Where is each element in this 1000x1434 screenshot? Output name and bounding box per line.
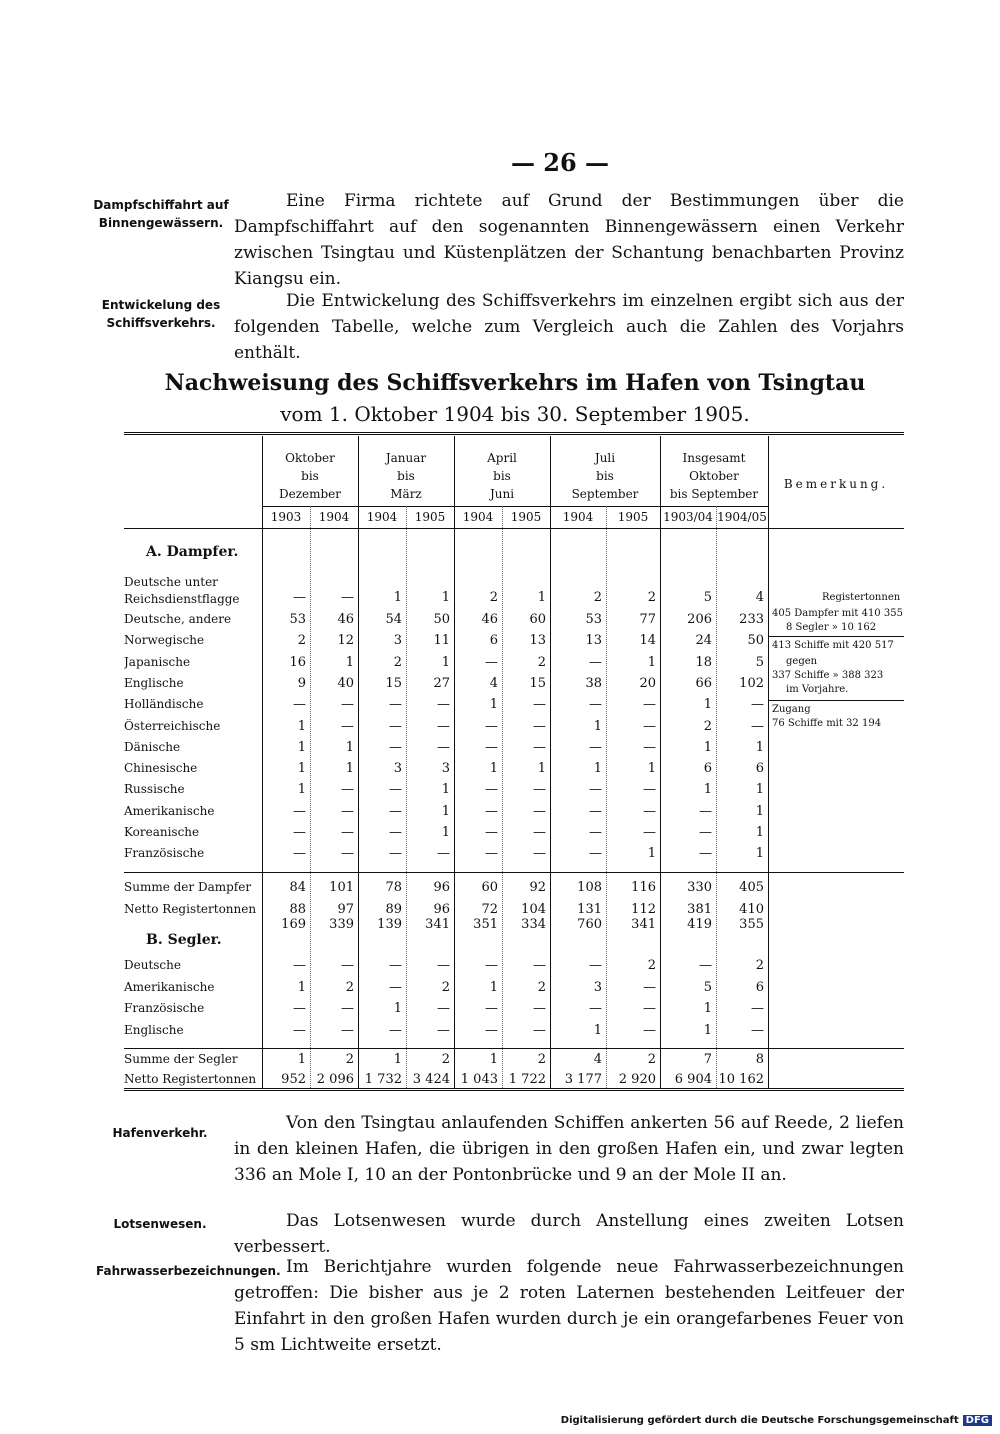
ship-traffic-table	[124, 432, 904, 1090]
remark-line: 405 Dampfer mit 410 355	[772, 608, 903, 619]
steamer-row-value: —	[341, 846, 354, 862]
column-period-header: März	[390, 487, 422, 501]
steamer-row-value: —	[589, 782, 602, 798]
netto-steamers-value: 112 341	[631, 902, 656, 932]
sum-steamers-value: 84	[289, 880, 306, 895]
page-number: — 26 —	[510, 148, 610, 177]
sum-sailers-value: 1	[393, 1052, 402, 1067]
steamer-row-value: 1	[441, 803, 450, 819]
steamer-row-value: 12	[337, 633, 354, 649]
sum-steamers-value: 101	[329, 880, 354, 895]
column-year-header: 1905	[617, 510, 649, 524]
steamer-row-value: —	[341, 697, 354, 713]
paragraph-entwickelung: Die Entwickelung des Schiffsverkehrs im einzelnen ergibt sich aus der folgenden Tabelle, welche zum Vergleich auch die Zahlen des Vorjahrs enthält.	[234, 291, 904, 363]
steamer-row-value: —	[437, 846, 450, 862]
table-sum-rule-b	[124, 1048, 904, 1049]
steamer-row-value: —	[341, 803, 354, 819]
steamer-row-value: 1	[647, 846, 656, 862]
sailer-row-value: —	[389, 1022, 402, 1038]
sailer-row-value: 1	[703, 1022, 712, 1038]
netto-steamers-value: 381 419	[687, 902, 712, 932]
steamer-row-value: —	[533, 825, 546, 840]
steamer-row-value: 50	[747, 633, 764, 649]
sailer-row-value: 2	[345, 979, 354, 995]
steamer-row-value: —	[699, 825, 712, 840]
column-year-header: 1905	[414, 510, 446, 524]
row-reichsdienstflagge-value: 5	[703, 590, 712, 605]
steamer-row-value: 66	[695, 675, 712, 691]
sailer-row-value: 1	[593, 1022, 602, 1038]
sailer-row-value: —	[643, 1001, 656, 1016]
steamer-row-value: —	[643, 739, 656, 755]
netto-sailers-label: Netto Registertonnen	[124, 1072, 256, 1086]
steamer-row-value: —	[341, 782, 354, 798]
sum-sailers-label: Summe der Segler	[124, 1052, 238, 1066]
steamer-row-value: 60	[529, 612, 546, 627]
steamer-row-value: 1	[345, 761, 354, 777]
sailer-row-value: —	[293, 958, 306, 973]
column-period-header: Juli	[594, 451, 616, 465]
steamer-row-value: 40	[337, 675, 354, 691]
sailer-row-value: 6	[755, 979, 764, 995]
steamer-row-value: —	[533, 697, 546, 713]
steamer-row-value: 1	[345, 654, 354, 670]
steamer-row-value: —	[293, 697, 306, 713]
sailer-row-value: 2	[441, 979, 450, 995]
steamer-row-value: —	[389, 697, 402, 713]
steamer-row-value: 2	[297, 633, 306, 649]
side-note-entwickelung: Entwickelung des Schiffsverkehrs.	[101, 298, 221, 330]
steamer-row-value: 20	[639, 675, 656, 691]
steamer-row-value: 1	[593, 718, 602, 734]
row-reichsdienstflagge-value: 2	[489, 590, 498, 605]
steamer-row-label: Chinesische	[124, 761, 198, 776]
sum-sailers-value: 7	[703, 1052, 712, 1067]
steamer-row-label: Japanische	[124, 654, 191, 669]
sailer-row-value: —	[293, 1001, 306, 1016]
steamer-row-value: —	[643, 718, 656, 734]
column-period-header: bis	[493, 469, 511, 483]
steamer-row-value: 5	[755, 654, 764, 670]
year-row-rule	[262, 506, 768, 507]
steamer-row-value: 13	[529, 633, 546, 649]
sum-steamers-value: 108	[577, 880, 602, 895]
sum-steamers-value: 78	[385, 880, 402, 895]
side-note-lotsenwesen: Lotsenwesen.	[113, 1217, 207, 1231]
steamer-row-label: Amerikanische	[124, 803, 215, 818]
remark-line: 76 Schiffe mit 32 194	[772, 718, 882, 729]
steamer-row-value: —	[389, 739, 402, 755]
sailer-row-label: Französische	[124, 1001, 205, 1015]
sailer-row-value: 1	[489, 979, 498, 995]
steamer-row-value: —	[589, 654, 602, 670]
column-period-header: Januar	[385, 451, 427, 465]
column-period-header: April	[487, 451, 517, 465]
steamer-row-value: —	[485, 654, 498, 670]
steamer-row-value: —	[485, 718, 498, 734]
netto-steamers-value: 72 351	[473, 902, 498, 932]
dfg-logo: DFG	[963, 1415, 992, 1426]
column-year-header: 1903/04	[663, 510, 713, 524]
sailer-row-value: —	[437, 1001, 450, 1016]
steamer-row-value: 1	[703, 739, 712, 755]
row-reichsdienstflagge-value: —	[341, 590, 354, 605]
steamer-row-value: —	[389, 825, 402, 840]
column-year-header: 1904	[318, 510, 350, 524]
remark-line: 8 Segler » 10 162	[786, 622, 877, 633]
column-period-header: bis	[397, 469, 415, 483]
row-reichsdienstflagge-value: 4	[755, 590, 764, 605]
steamer-row-label: Dänische	[124, 739, 181, 754]
netto-sailers-value: 2 920	[618, 1072, 656, 1087]
sailer-row-value: —	[437, 1022, 450, 1038]
netto-sailers-value: 1 043	[460, 1072, 498, 1087]
steamer-row-value: 1	[755, 846, 764, 862]
paragraph-dampfschiffahrt: Eine Firma richtete auf Grund der Bestimmungen über die Dampfschiffahrt auf den sogenannten Binnengewässern einen Verkehr zwischen Tsingtau und Küstenplätzen der Schantung benachbarten Provinz Kiangsu ein.	[234, 191, 904, 289]
sailer-row-value: —	[533, 1001, 546, 1016]
column-period-header: Oktober	[689, 469, 739, 483]
netto-sailers-value: 1 732	[364, 1072, 402, 1087]
side-note-dampfschiffahrt: Dampfschiffahrt auf Binnengewässern.	[93, 198, 229, 230]
steamer-row-value: 102	[739, 675, 764, 691]
steamer-row-value: 1	[297, 718, 306, 734]
column-period-header: Dezember	[278, 487, 342, 501]
sailer-row-value: —	[485, 958, 498, 973]
sum-steamers-value: 116	[631, 880, 656, 895]
sailer-row-value: —	[485, 1022, 498, 1038]
steamer-row-value: 15	[385, 675, 402, 691]
steamer-row-value: 1	[441, 654, 450, 670]
steamer-row-value: —	[589, 803, 602, 819]
steamer-row-value: 1	[647, 654, 656, 670]
table-top-rule	[124, 432, 904, 435]
sailer-row-label: Deutsche	[124, 958, 181, 972]
sailer-row-value: —	[533, 958, 546, 973]
steamer-row-value: 1	[489, 697, 498, 713]
sailer-row-value: —	[699, 958, 712, 973]
column-period-header: bis	[301, 469, 319, 483]
netto-sailers-value: 3 424	[412, 1072, 450, 1087]
footer-text: Digitalisierung gefördert durch die Deutsche Forschungsgemeinschaft	[560, 1415, 959, 1426]
sum-sailers-value: 8	[755, 1052, 764, 1067]
sailer-row-value: —	[751, 1001, 764, 1016]
steamer-row-value: —	[341, 718, 354, 734]
steamer-row-label: Koreanische	[124, 825, 200, 839]
steamer-row-value: 2	[537, 654, 546, 670]
steamer-row-value: 4	[489, 675, 498, 691]
steamer-row-value: 6	[703, 761, 712, 777]
steamer-row-value: —	[643, 697, 656, 713]
steamer-row-value: 1	[755, 803, 764, 819]
steamer-row-label: Französische	[124, 846, 205, 861]
steamer-row-value: 1	[537, 761, 546, 777]
sailer-row-value: —	[533, 1022, 546, 1038]
steamer-row-value: 38	[585, 675, 602, 691]
column-period-header: Juni	[489, 487, 515, 501]
steamer-row-value: —	[533, 846, 546, 862]
steamer-row-label: Russische	[124, 782, 185, 797]
sailer-row-value: —	[389, 958, 402, 973]
steamer-row-value: 54	[385, 612, 402, 627]
steamer-row-value: 15	[529, 675, 546, 691]
steamer-row-value: 1	[703, 782, 712, 798]
sum-sailers-value: 2	[441, 1052, 450, 1067]
sailer-row-value: 1	[703, 1001, 712, 1016]
column-year-header: 1904	[562, 510, 594, 524]
steamer-row-value: 14	[639, 633, 656, 649]
paragraph-hafenverkehr: Von den Tsingtau anlaufenden Schiffen ankerten 56 auf Reede, 2 liefen in den kleinen Hafen, die übrigen in den großen Hafen ein, und zwar legten 336 an Mole I, 10 an der Pontonbrücke und 9 an der Mole II an.	[234, 1113, 904, 1185]
steamer-row-value: —	[589, 697, 602, 713]
sailer-row-value: —	[751, 1022, 764, 1038]
steamer-row-value: 6	[755, 761, 764, 777]
table-title: Nachweisung des Schiffsverkehrs im Hafen von Tsingtau	[164, 370, 866, 396]
netto-steamers-label: Netto Registertonnen	[124, 902, 256, 916]
steamer-row-value: —	[293, 803, 306, 819]
sailer-row-value: —	[341, 1022, 354, 1038]
netto-sailers-value: 6 904	[674, 1072, 712, 1087]
steamer-row-value: —	[643, 803, 656, 819]
column-period-header: bis	[596, 469, 614, 483]
steamer-row-value: 53	[585, 612, 602, 627]
sum-steamers-value: 330	[687, 880, 712, 895]
remark-line: gegen	[786, 656, 818, 667]
steamer-row-value: —	[485, 846, 498, 862]
remark-line: Registertonnen	[822, 592, 901, 603]
steamer-row-value: 46	[481, 612, 498, 627]
remark-line: Zugang	[772, 704, 811, 715]
steamer-row-value: —	[643, 782, 656, 798]
steamer-row-value: —	[437, 739, 450, 755]
sum-sailers-value: 2	[345, 1052, 354, 1067]
steamer-row-value: 46	[337, 612, 354, 627]
steamer-row-value: 2	[703, 718, 712, 734]
netto-steamers-value: 410 355	[739, 902, 764, 932]
steamer-row-value: 1	[441, 825, 450, 840]
sailer-row-value: 2	[755, 958, 764, 973]
sailer-row-value: —	[643, 1022, 656, 1038]
steamer-row-value: 1	[297, 761, 306, 777]
sum-sailers-value: 2	[537, 1052, 546, 1067]
steamer-row-value: 1	[703, 697, 712, 713]
steamer-row-value: 3	[393, 761, 402, 777]
steamer-row-label: Deutsche, andere	[124, 612, 232, 626]
row-reichsdienstflagge-value: 1	[393, 590, 402, 605]
steamer-row-value: 77	[639, 612, 656, 627]
footer-credit	[561, 1415, 992, 1426]
steamer-row-value: —	[437, 718, 450, 734]
sailer-row-value: 3	[593, 979, 602, 995]
netto-steamers-value: 131 760	[577, 902, 602, 932]
section-a-heading: A. Dampfer.	[146, 544, 239, 560]
sailer-row-value: 2	[537, 979, 546, 995]
side-note-fahrwasser: Fahrwasserbezeichnungen.	[96, 1264, 281, 1278]
column-year-header: 1905	[510, 510, 542, 524]
sailer-row-value: —	[589, 958, 602, 973]
steamer-row-label: Holländische	[124, 697, 204, 712]
steamer-row-value: 27	[433, 675, 450, 691]
netto-steamers-value: 104 334	[521, 902, 546, 932]
steamer-row-value: 1	[593, 761, 602, 777]
steamer-row-value: 1	[755, 782, 764, 798]
netto-steamers-value: 88 169	[281, 902, 306, 932]
netto-sailers-value: 3 177	[564, 1072, 602, 1087]
steamer-row-value: 13	[585, 633, 602, 649]
steamer-row-value: —	[389, 803, 402, 819]
steamer-row-value: 2	[393, 654, 402, 670]
steamer-row-value: —	[485, 782, 498, 798]
steamer-row-value: 24	[695, 633, 712, 649]
row-reichsdienstflagge-value: 2	[593, 590, 602, 605]
sailer-row-value: —	[389, 979, 402, 995]
sailer-row-value: —	[485, 1001, 498, 1016]
steamer-row-value: —	[699, 846, 712, 862]
steamer-row-value: —	[293, 825, 306, 840]
sailer-row-label: Englische	[124, 1022, 184, 1037]
column-year-header: 1904/05	[717, 510, 767, 524]
sum-sailers-value: 2	[647, 1052, 656, 1067]
steamer-row-value: —	[389, 846, 402, 862]
steamer-row-value: —	[643, 825, 656, 840]
steamer-row-value: —	[485, 825, 498, 840]
sailer-row-value: —	[341, 958, 354, 973]
steamer-row-value: —	[699, 803, 712, 819]
column-rule	[768, 436, 769, 1088]
sum-sailers-value: 4	[593, 1052, 602, 1067]
steamer-row-value: 53	[289, 612, 306, 627]
steamer-row-label: Österreichische	[124, 718, 221, 733]
steamer-row-value: —	[533, 718, 546, 734]
column-year-header: 1904	[462, 510, 494, 524]
steamer-row-value: 233	[739, 612, 764, 627]
row-reichsdienstflagge-value: 2	[647, 590, 656, 605]
sum-sailers-value: 1	[297, 1052, 306, 1067]
side-note-hafenverkehr: Hafenverkehr.	[112, 1126, 208, 1140]
netto-sailers-value: 2 096	[316, 1072, 354, 1087]
column-period-header: Oktober	[285, 451, 335, 465]
sailer-row-value: 1	[393, 1001, 402, 1016]
steamer-row-value: 1	[441, 782, 450, 798]
row-reichsdienstflagge-value: 1	[537, 590, 546, 605]
steamer-row-value: —	[589, 846, 602, 862]
remarks-header: Bemerkung.	[783, 477, 889, 491]
sum-sailers-value: 1	[489, 1052, 498, 1067]
steamer-row-value: 3	[441, 761, 450, 777]
column-period-header: September	[571, 487, 639, 501]
sum-steamers-value: 96	[433, 880, 450, 895]
netto-steamers-value: 89 139	[377, 902, 402, 932]
steamer-row-value: 1	[489, 761, 498, 777]
steamer-row-value: —	[485, 739, 498, 755]
column-year-header: 1904	[366, 510, 398, 524]
netto-sailers-value: 10 162	[718, 1072, 764, 1087]
steamer-row-label: Englische	[124, 675, 184, 690]
column-year-header: 1903	[270, 510, 302, 524]
steamer-row-value: 18	[695, 654, 712, 670]
steamer-row-value: —	[589, 739, 602, 755]
sailer-row-label: Amerikanische	[124, 979, 215, 994]
steamer-row-value: 206	[687, 612, 712, 627]
steamer-row-value: 1	[755, 825, 764, 840]
steamer-row-value: —	[533, 782, 546, 798]
column-period-header: Insgesamt	[682, 451, 746, 465]
steamer-row-value: —	[533, 739, 546, 755]
steamer-row-value: 1	[297, 739, 306, 755]
sum-steamers-value: 60	[481, 880, 498, 895]
paragraph-lotsenwesen: Das Lotsenwesen wurde durch Anstellung eines zweiten Lotsen verbessert.	[234, 1211, 904, 1257]
sailer-row-value: —	[643, 979, 656, 995]
steamer-row-value: 9	[297, 675, 306, 691]
steamer-row-value: —	[751, 697, 764, 713]
sum-steamers-value: 92	[529, 880, 546, 895]
sailer-row-value: 2	[647, 958, 656, 973]
steamer-row-value: 50	[433, 612, 450, 627]
steamer-row-value: —	[589, 825, 602, 840]
table-header-rule	[124, 528, 904, 529]
steamer-row-value: 1	[647, 761, 656, 777]
table-bottom-rule	[124, 1088, 904, 1091]
steamer-row-value: —	[389, 782, 402, 798]
steamer-row-value: —	[389, 718, 402, 734]
sailer-row-value: 5	[703, 979, 712, 995]
remark-line: 413 Schiffe mit 420 517	[772, 640, 894, 651]
sum-steamers-value: 405	[739, 880, 764, 895]
section-b-heading: B. Segler.	[146, 932, 222, 948]
row-reichsdienstflagge-label: Deutsche unter Reichsdienstflagge	[124, 575, 240, 606]
sailer-row-value: —	[293, 1022, 306, 1038]
table-subtitle: vom 1. Oktober 1904 bis 30. September 1905.	[280, 402, 750, 426]
sum-steamers-label: Summe der Dampfer	[124, 880, 252, 894]
remark-line: im Vorjahre.	[786, 684, 849, 695]
netto-steamers-value: 96 341	[425, 902, 450, 932]
steamer-row-value: 3	[393, 633, 402, 649]
paragraph-fahrwasser: Im Berichtjahre wurden folgende neue Fahrwasserbezeichnungen getroffen: Die bisher aus je 2 roten Laternen bestehenden Leitfeuer der Einfahrt in den großen Hafen wurden durch je ein orangefarbenes Feuer von 5 sm Lichtweite ersetzt.	[234, 1257, 904, 1355]
sailer-row-value: —	[589, 1001, 602, 1016]
steamer-row-value: 11	[433, 633, 450, 649]
remark-rule-1	[768, 636, 904, 637]
sailer-row-value: —	[437, 958, 450, 973]
sailer-row-value: 1	[297, 979, 306, 995]
steamer-row-value: 6	[489, 633, 498, 649]
steamer-row-label: Norwegische	[124, 633, 205, 648]
row-reichsdienstflagge-value: 1	[441, 590, 450, 605]
remark-rule-2	[768, 700, 904, 701]
steamer-row-value: —	[437, 697, 450, 713]
netto-steamers-value: 97 339	[329, 902, 354, 932]
column-period-header: bis September	[669, 487, 759, 501]
steamer-row-value: 1	[345, 739, 354, 755]
steamer-row-value: —	[751, 718, 764, 734]
netto-sailers-value: 952	[281, 1072, 306, 1087]
steamer-row-value: 1	[297, 782, 306, 798]
sailer-row-value: —	[341, 1001, 354, 1016]
steamer-row-value: —	[341, 825, 354, 840]
remark-line: 337 Schiffe » 388 323	[772, 670, 884, 681]
row-reichsdienstflagge-value: —	[293, 590, 306, 605]
steamer-row-value: —	[485, 803, 498, 819]
steamer-row-value: 1	[755, 739, 764, 755]
netto-sailers-value: 1 722	[508, 1072, 546, 1087]
steamer-row-value: —	[293, 846, 306, 862]
table-sum-rule-a	[124, 872, 904, 873]
steamer-row-value: 16	[289, 654, 306, 670]
steamer-row-value: —	[533, 803, 546, 819]
